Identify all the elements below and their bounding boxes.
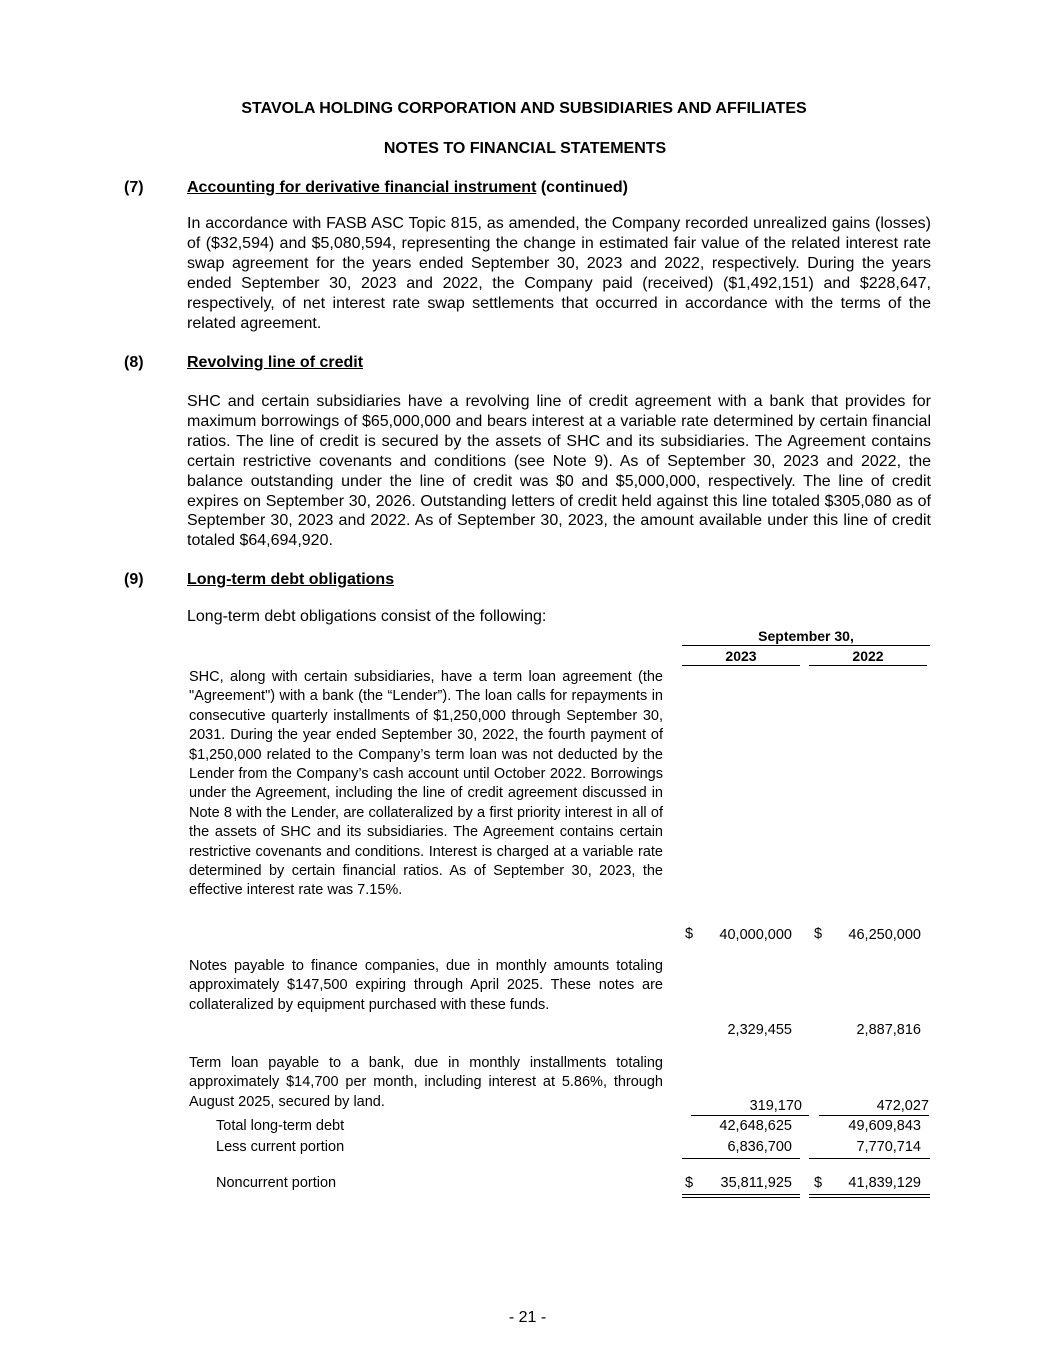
currency-symbol: $ (685, 1175, 694, 1191)
column-header-2023: 2023 (682, 648, 800, 666)
double-rule-2023-bottom (682, 1197, 800, 1198)
note-7-paragraph: In accordance with FASB ASC Topic 815, as amended, the Company recorded unrealized gains (losses) of ($32,594) and $5,080,594, representing the change in estimated fair value of the related interest rate swap agreement for the years ended September 30, 2023 and 2022, respectively. During the years ended September 30, 2023 and 2022, the Company paid (received) ($1,492,151) and $228,647, respectively, of net interest rate swap settlements that occurred in accordance with the terms of the related agreement. (187, 215, 931, 332)
double-rule-2022-top (809, 1194, 930, 1195)
column-group-header: September 30, (682, 628, 930, 646)
column-header-2022: 2022 (809, 648, 927, 666)
currency-symbol: $ (685, 926, 694, 942)
currency-symbol: $ (814, 1175, 823, 1191)
note-8-heading (187, 354, 363, 372)
current-rule-2022 (809, 1158, 930, 1159)
total-2022: 49,609,843 (848, 1118, 921, 1134)
note-7-title-suffix: (continued) (536, 179, 628, 196)
note-9-title: Long-term debt obligations (187, 571, 395, 588)
currency-symbol: $ (814, 926, 823, 942)
table-cell-2022: 472,027 (876, 1098, 929, 1114)
table-row-description: Term loan payable to a bank, due in monthly installments totaling approximately $14,700 per month, including interest at 5.86%, through August 2025, secured by land. (189, 1055, 663, 1110)
note-7-number: (7) (124, 179, 144, 196)
subtotal-rule-2023 (691, 1115, 809, 1116)
note-9-number: (9) (124, 571, 144, 588)
current-portion-2022: 7,770,714 (856, 1139, 921, 1155)
current-portion-label: Less current portion (216, 1139, 345, 1155)
note-7-heading (187, 179, 628, 197)
table-cell-2022: 2,887,816 (856, 1022, 921, 1038)
table-cell-2022: 46,250,000 (848, 927, 921, 943)
table-cell-2023: 319,170 (749, 1098, 802, 1114)
company-name: STAVOLA HOLDING CORPORATION AND SUBSIDIARIES AND AFFILIATES (241, 100, 807, 117)
total-label: Total long-term debt (216, 1118, 345, 1134)
subtotal-rule-2022 (819, 1115, 929, 1116)
noncurrent-portion-2023: 35,811,925 (720, 1175, 792, 1191)
page-number: - 21 - (508, 1309, 547, 1326)
note-8-number: (8) (124, 354, 144, 371)
current-rule-2023 (682, 1158, 800, 1159)
note-8-paragraph: SHC and certain subsidiaries have a revolving line of credit agreement with a bank that provides for maximum borrowings of $65,000,000 and bears interest at a variable rate determined by certain financial ratios. The line of credit is secured by the assets of SHC and its subsidiaries. The Agreement contains certain restrictive covenants and conditions (see Note 9). As of September 30, 2023 and 2022, the balance outstanding under the line of credit was $0 and $5,000,000, respectively. The line of credit expires on September 30, 2026. Outstanding letters of credit held against this line totaled $305,080 as of September 30, 2023 and 2022. As of September 30, 2023, the amount available under this line of credit totaled $64,694,920. (187, 393, 931, 550)
double-rule-2023-top (682, 1194, 800, 1195)
table-cell-2023: 2,329,455 (727, 1022, 792, 1038)
note-9-intro: Long-term debt obligations consist of the following: (187, 608, 547, 625)
noncurrent-portion-2022: 41,839,129 (848, 1175, 921, 1191)
table-row-description: SHC, along with certain subsidiaries, have a term loan agreement (the "Agreement") with a bank (the “Lender”). The loan calls for repayments in consecutive quarterly installments of $1,250,000 through September 30, 2031. During the year ended September 30, 2022, the fourth payment of $1,250,000 related to the Company’s term loan was not deducted by the Lender from the Company’s cash account until October 2022. Borrowings under the Agreement, including the line of credit agreement discussed in Note 8 with the Lender, are collateralized by a first priority interest in all of the assets of SHC and its subsidiaries. The Agreement contains certain restrictive covenants and conditions. Interest is charged at a variable rate determined by certain financial ratios. As of September 30, 2023, the effective interest rate was 7.15%. (189, 669, 663, 899)
note-8-title: Revolving line of credit (187, 354, 364, 371)
note-7-title: Accounting for derivative financial instrument (187, 179, 537, 196)
note-9-heading (187, 571, 394, 589)
table-cell-2023: 40,000,000 (719, 927, 792, 943)
total-2023: 42,648,625 (719, 1118, 792, 1134)
document-subtitle: NOTES TO FINANCIAL STATEMENTS (383, 140, 667, 157)
double-rule-2022-bottom (809, 1197, 930, 1198)
table-row-description: Notes payable to finance companies, due in monthly amounts totaling approximately $147,500 expiring through April 2025. These notes are collateralized by equipment purchased with these funds. (189, 958, 663, 1013)
current-portion-2023: 6,836,700 (727, 1139, 792, 1155)
noncurrent-portion-label: Noncurrent portion (216, 1175, 337, 1191)
